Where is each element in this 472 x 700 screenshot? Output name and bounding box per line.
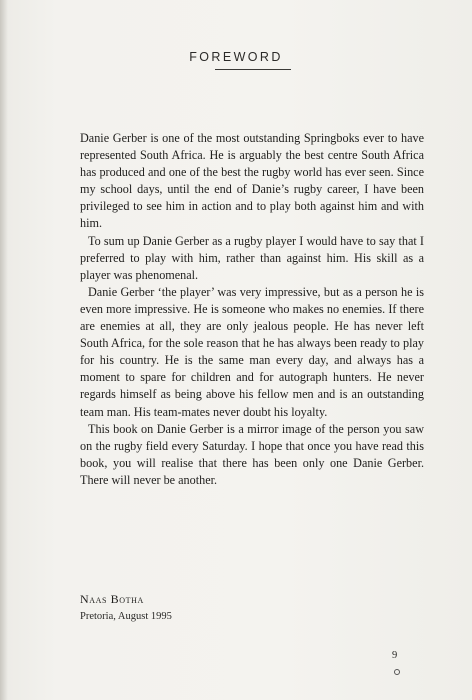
paragraph: To sum up Danie Gerber as a rugby player I would have to say that I preferred to play with him, rather than against him. His skill as a player was phenomenal. xyxy=(80,233,424,282)
page-binding-shadow xyxy=(0,0,8,700)
page-heading: FOREWORD xyxy=(189,50,283,64)
author-signature: Naas Botha xyxy=(80,592,144,606)
page-number: 9 xyxy=(392,650,398,661)
paragraph: Danie Gerber ‘the player’ was very impressive, but as a person he is even more impressive. He is someone who makes no enemies. If there are enemies at all, they are only jealous people. He has never left South Africa, for the sole reason that he has always been ready to play for his country. He is the same man every day, and always has a moment to spare for children and for autograph hunters. He never regards himself as being above his fellow men and is an outstanding team man. His team-mates never doubt his loyalty. xyxy=(80,284,424,419)
circle-mark-icon xyxy=(394,669,400,675)
place-and-date: Pretoria, August 1995 xyxy=(80,611,172,622)
paragraph: This book on Danie Gerber is a mirror image of the person you saw on the rugby field every Saturday. I hope that once you have read this book, you will realise that there has been only one Danie Gerber. There will never be another. xyxy=(80,421,424,487)
paragraph: Danie Gerber is one of the most outstanding Springboks ever to have represented South Africa. He is arguably the best centre South Africa has produced and one of the best the rugby world has ever seen. Since my school days, until the end of Danie’s rugby career, I have been privileged to see him in action and to play both against him and with him. xyxy=(80,131,424,231)
heading-underline xyxy=(215,69,291,70)
foreword-body xyxy=(80,130,424,489)
